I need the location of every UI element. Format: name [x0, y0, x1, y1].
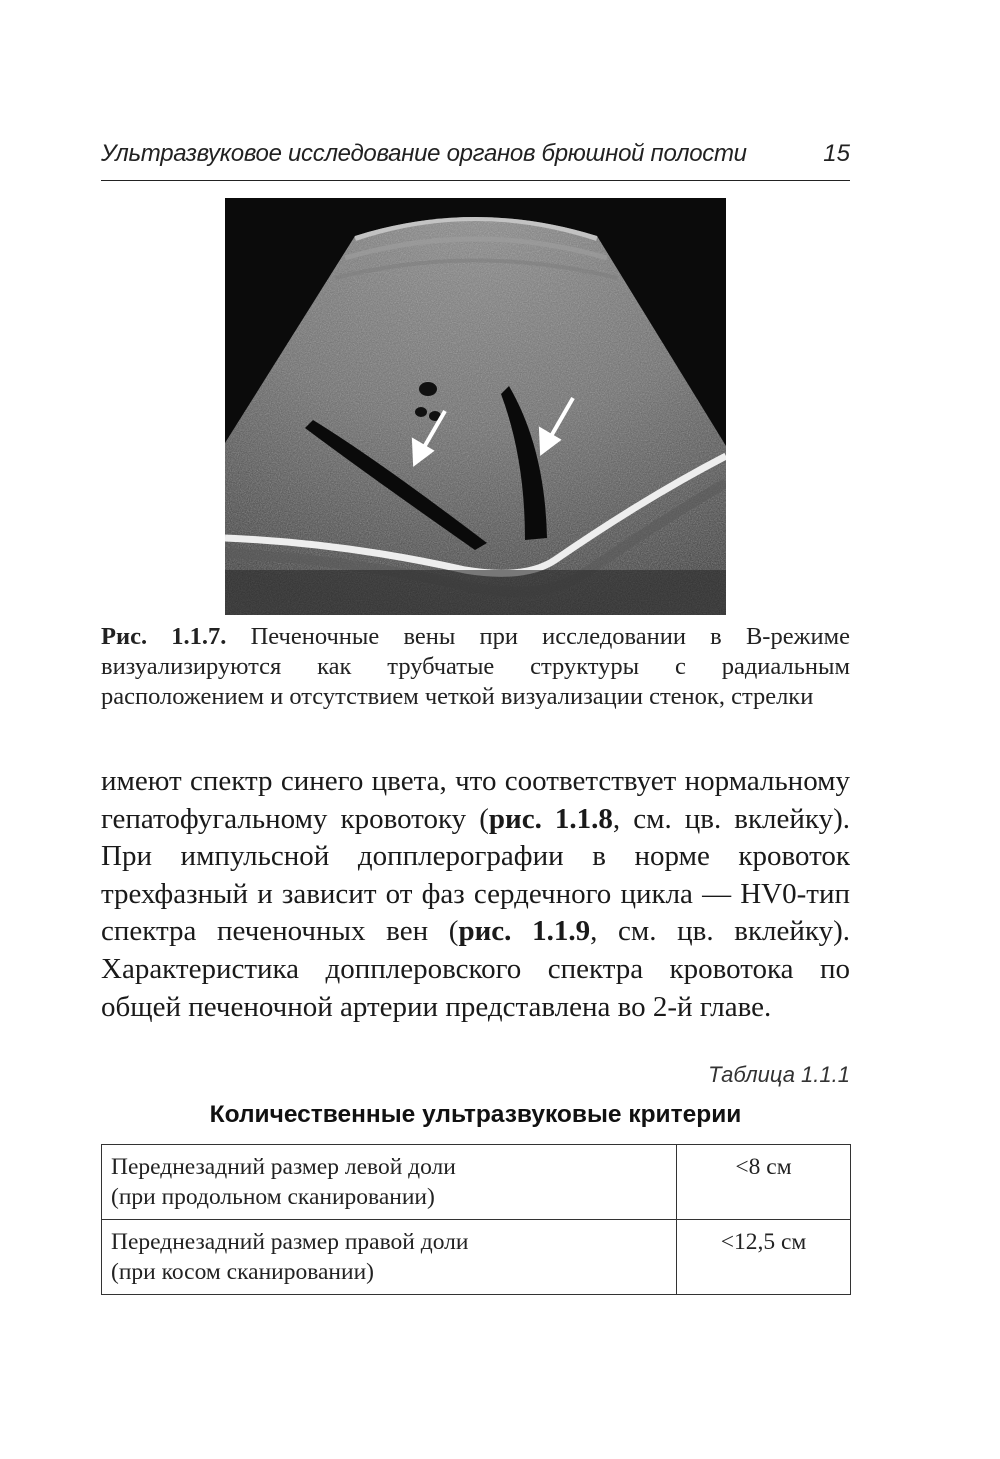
figure-caption: [101, 622, 850, 712]
body-text-part: , см. цв. вклейку). При импульсной допплерографии в норме кровоток трехфазный и зависит от фаз сердечного цикла — HV0-тип спектра печеночных вен (: [101, 802, 851, 948]
figure-reference: рис. 1.1.9: [458, 915, 591, 948]
table-title: Количественные ультразвуковые критерии: [209, 1101, 742, 1128]
value-cell: <8 см: [677, 1145, 851, 1220]
criterion-cell: [102, 1145, 677, 1220]
figure-label: Рис. 1.1.7.: [101, 623, 227, 650]
body-paragraph: [101, 763, 850, 1026]
page-number: 15: [823, 140, 850, 167]
criterion-text: Переднезадний размер левой доли: [111, 1154, 456, 1180]
ultrasound-image: [225, 198, 726, 615]
criterion-text: (при продольном сканировании): [111, 1184, 435, 1210]
table-row: [102, 1220, 851, 1295]
table-label: Таблица 1.1.1: [708, 1062, 850, 1087]
criteria-table: [101, 1144, 851, 1295]
criterion-text: Переднезадний размер правой доли: [111, 1229, 469, 1255]
running-head: [101, 140, 850, 181]
criterion-cell: [102, 1220, 677, 1295]
caption-text: Печеночные вены при исследовании в В-режиме визуализируются как трубчатые структуры с радиальным расположением и отсутствием четкой визуализации стенок, стрелки: [101, 623, 850, 710]
body-text-part: имеют спектр синего цвета, что соответствует нормальному гепатофугальному кровотоку (: [101, 765, 850, 835]
criterion-text: (при косом сканировании): [111, 1259, 374, 1285]
ultrasound-figure: [225, 198, 726, 615]
figure-reference: рис. 1.1.8: [488, 802, 613, 835]
body-text-part: , см. цв. вклейку). Характеристика допплеровского спектра кровотока по общей печеночной артерии представлена во 2-й главе.: [101, 915, 850, 1023]
value-cell: <12,5 см: [677, 1220, 851, 1295]
running-title: Ультразвуковое исследование органов брюшной полости: [101, 140, 747, 167]
table-row: [102, 1145, 851, 1220]
